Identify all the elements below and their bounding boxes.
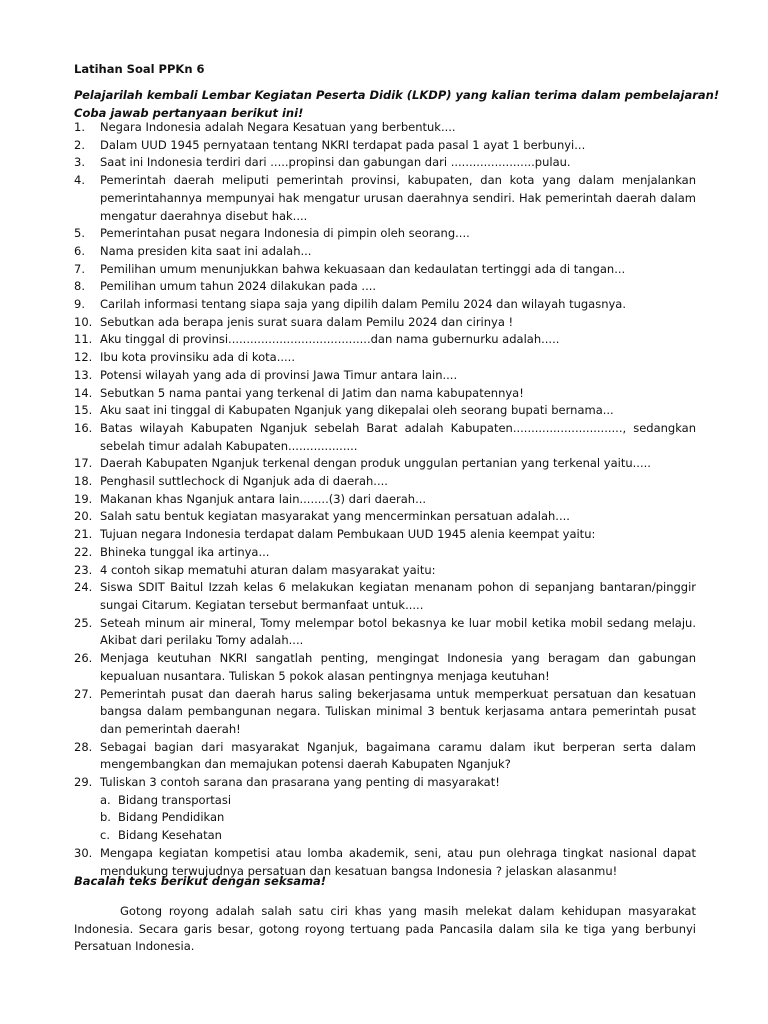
sub-item-text: Bidang Pendidikan bbox=[118, 810, 225, 825]
question-text: Sebagai bagian dari masyarakat Nganjuk, bagaimana caramu dalam ikut berperan serta dalam mengembangkan dan memajukan potensi daerah Kabupaten Nganjuk? bbox=[100, 739, 696, 772]
instruction-line: Coba jawab pertanyaan berikut ini! bbox=[74, 105, 304, 120]
question-number: 19. bbox=[74, 491, 93, 506]
question-text: Aku tinggal di provinsi.......................................dan nama gubernurku adalah..... bbox=[100, 332, 560, 347]
question-number: 21. bbox=[74, 527, 93, 542]
question-text: Pemilihan umum tahun 2024 dilakukan pada .... bbox=[100, 279, 377, 294]
question-text: Potensi wilayah yang ada di provinsi Jawa Timur antara lain.... bbox=[100, 367, 458, 382]
question-number: 17. bbox=[74, 456, 93, 471]
question-number: 8. bbox=[74, 279, 85, 294]
question-text: Daerah Kabupaten Nganjuk terkenal dengan produk unggulan pertanian yang terkenal yaitu..... bbox=[100, 456, 651, 471]
sub-item-text: Bidang transportasi bbox=[118, 792, 232, 807]
question-item bbox=[74, 331, 696, 349]
question-text: Bhineka tunggal ika artinya... bbox=[100, 544, 270, 559]
question-item bbox=[74, 562, 696, 580]
question-text: Ibu kota provinsiku ada di kota..... bbox=[100, 350, 295, 365]
question-item bbox=[74, 367, 696, 385]
question-item bbox=[74, 650, 696, 685]
question-number: 11. bbox=[74, 332, 93, 347]
sub-item bbox=[100, 809, 696, 827]
question-text: Mengapa kegiatan kompetisi atau lomba akademik, seni, atau pun olehraga tingkat nasional dapat mendukung terwujudnya persatuan dan kesatuan bangsa Indonesia ? jelaskan alasanmu! bbox=[100, 845, 696, 878]
sub-item-label: c. bbox=[100, 828, 110, 843]
question-text: Saat ini Indonesia terdiri dari .....propinsi dan gabungan dari .......................pulau. bbox=[100, 155, 571, 170]
question-number: 4. bbox=[74, 173, 85, 188]
question-text: Carilah informasi tentang siapa saja yang dipilih dalam Pemilu 2024 dan wilayah tugasnya. bbox=[100, 297, 627, 312]
question-item bbox=[74, 154, 696, 172]
question-number: 12. bbox=[74, 350, 93, 365]
instructions bbox=[74, 87, 720, 122]
question-item bbox=[74, 491, 696, 509]
question-text: Negara Indonesia adalah Negara Kesatuan yang berbentuk.... bbox=[100, 120, 456, 134]
sub-list bbox=[100, 792, 696, 845]
instruction-line: Pelajarilah kembali Lembar Kegiatan Peserta Didik (LKDP) yang kalian terima dalam pembelajaran! bbox=[74, 88, 720, 102]
question-item bbox=[74, 526, 696, 544]
question-number: 7. bbox=[74, 261, 85, 276]
question-text: Dalam UUD 1945 pernyataan tentang NKRI terdapat pada pasal 1 ayat 1 berbunyi... bbox=[100, 137, 586, 152]
question-text: Salah satu bentuk kegiatan masyarakat yang mencerminkan persatuan adalah.... bbox=[100, 509, 570, 524]
question-text: 4 contoh sikap mematuhi aturan dalam masyarakat yaitu: bbox=[100, 562, 436, 577]
question-item bbox=[74, 774, 696, 845]
question-number: 14. bbox=[74, 385, 93, 400]
question-text: Tuliskan 3 contoh sarana dan prasarana yang penting di masyarakat! bbox=[100, 775, 500, 790]
question-text: Seteah minum air mineral, Tomy melempar botol bekasnya ke luar mobil ketika mobil sedang melaju. Akibat dari perilaku Tomy adalah.... bbox=[100, 615, 696, 648]
question-item bbox=[74, 615, 696, 650]
question-item bbox=[74, 137, 696, 155]
question-item bbox=[74, 225, 696, 243]
question-item bbox=[74, 119, 696, 137]
sub-item bbox=[100, 792, 696, 810]
question-number: 6. bbox=[74, 243, 85, 258]
question-number: 15. bbox=[74, 403, 93, 418]
question-text: Pemerintah pusat dan daerah harus saling bekerjasama untuk memperkuat persatuan dan kesatuan bangsa dalam pembangunan negara. Tuliskan minimal 3 bentuk kerjasama antara pemerintah pusat dan pemerintah daerah! bbox=[100, 686, 696, 736]
question-number: 30. bbox=[74, 845, 93, 860]
question-text: Siswa SDIT Baitul Izzah kelas 6 melakukan kegiatan menanam pohon di sepanjang bantaran/pinggir sungai Citarum. Kegiatan tersebut bermanfaat untuk..... bbox=[100, 580, 696, 612]
question-item bbox=[74, 385, 696, 403]
question-number: 5. bbox=[74, 226, 85, 241]
question-number: 24. bbox=[74, 580, 93, 595]
reading-heading: Bacalah teks berikut dengan seksama! bbox=[74, 874, 327, 888]
question-item bbox=[74, 686, 696, 739]
question-text: Nama presiden kita saat ini adalah... bbox=[100, 243, 312, 258]
question-text: Aku saat ini tinggal di Kabupaten Nganjuk yang dikepalai oleh seorang bupati bernama... bbox=[100, 403, 614, 418]
question-number: 3. bbox=[74, 155, 85, 170]
question-number: 28. bbox=[74, 739, 93, 754]
question-number: 16. bbox=[74, 420, 93, 435]
question-list bbox=[74, 119, 696, 880]
question-number: 13. bbox=[74, 367, 93, 382]
question-text: Pemilihan umum menunjukkan bahwa kekuasaan dan kedaulatan tertinggi ada di tangan... bbox=[100, 261, 626, 276]
question-item bbox=[74, 508, 696, 526]
question-item bbox=[74, 420, 696, 455]
question-text: Penghasil suttlechock di Nganjuk ada di daerah.... bbox=[100, 474, 388, 489]
question-item bbox=[74, 349, 696, 367]
question-text: Pemerintahan pusat negara Indonesia di pimpin oleh seorang.... bbox=[100, 226, 470, 241]
question-text: Menjaga keutuhan NKRI sangatlah penting, mengingat Indonesia yang beragam dan gabungan kepualuan nusantara. Tuliskan 5 pokok alasan pentingnya menjaga keutuhan! bbox=[100, 651, 696, 683]
question-number: 18. bbox=[74, 474, 93, 489]
question-item bbox=[74, 261, 696, 279]
question-item bbox=[74, 172, 696, 225]
sub-item-label: a. bbox=[100, 792, 111, 807]
question-text: Makanan khas Nganjuk antara lain........(3) dari daerah... bbox=[100, 491, 427, 506]
question-number: 23. bbox=[74, 562, 93, 577]
question-item bbox=[74, 473, 696, 491]
document-title: Latihan Soal PPKn 6 bbox=[74, 62, 205, 76]
question-text: Tujuan negara Indonesia terdapat dalam Pembukaan UUD 1945 alenia keempat yaitu: bbox=[100, 527, 596, 542]
question-text: Sebutkan ada berapa jenis surat suara dalam Pemilu 2024 dan cirinya ! bbox=[100, 314, 514, 329]
question-number: 2. bbox=[74, 137, 85, 152]
question-number: 22. bbox=[74, 544, 93, 559]
question-number: 29. bbox=[74, 775, 93, 790]
question-number: 26. bbox=[74, 651, 93, 666]
reading-passage: Gotong royong adalah salah satu ciri khas yang masih melekat dalam kehidupan masyarakat Indonesia. Secara garis besar, gotong royong tertuang pada Pancasila dalam sila ke tiga yang berbunyi Persatuan Indonesia. bbox=[74, 904, 696, 954]
question-item bbox=[74, 402, 696, 420]
question-item bbox=[74, 243, 696, 261]
sub-item-label: b. bbox=[100, 810, 111, 825]
question-text: Sebutkan 5 nama pantai yang terkenal di Jatim dan nama kabupatennya! bbox=[100, 385, 524, 400]
question-item bbox=[74, 739, 696, 774]
question-item bbox=[74, 314, 696, 332]
question-text: Pemerintah daerah meliputi pemerintah provinsi, kabupaten, dan kota yang dalam menjalankan pemerintahannya mempunyai hak mengatur urusan daerahnya sendiri. Hak pemerintah daerah dalam mengatur daerahnya disebut hak.... bbox=[100, 173, 696, 223]
question-number: 10. bbox=[74, 314, 93, 329]
question-number: 9. bbox=[74, 297, 85, 312]
question-item bbox=[74, 278, 696, 296]
sub-item bbox=[100, 827, 696, 845]
question-number: 25. bbox=[74, 615, 93, 630]
question-number: 1. bbox=[74, 120, 85, 134]
question-number: 27. bbox=[74, 686, 93, 701]
sub-item-text: Bidang Kesehatan bbox=[118, 828, 222, 843]
question-item bbox=[74, 544, 696, 562]
question-item bbox=[74, 579, 696, 614]
question-item bbox=[74, 455, 696, 473]
question-text: Batas wilayah Kabupaten Nganjuk sebelah Barat adalah Kabupaten.............................., sedangkan sebelah timur adalah Kabupaten................... bbox=[100, 420, 696, 453]
question-item bbox=[74, 296, 696, 314]
question-number: 20. bbox=[74, 509, 93, 524]
